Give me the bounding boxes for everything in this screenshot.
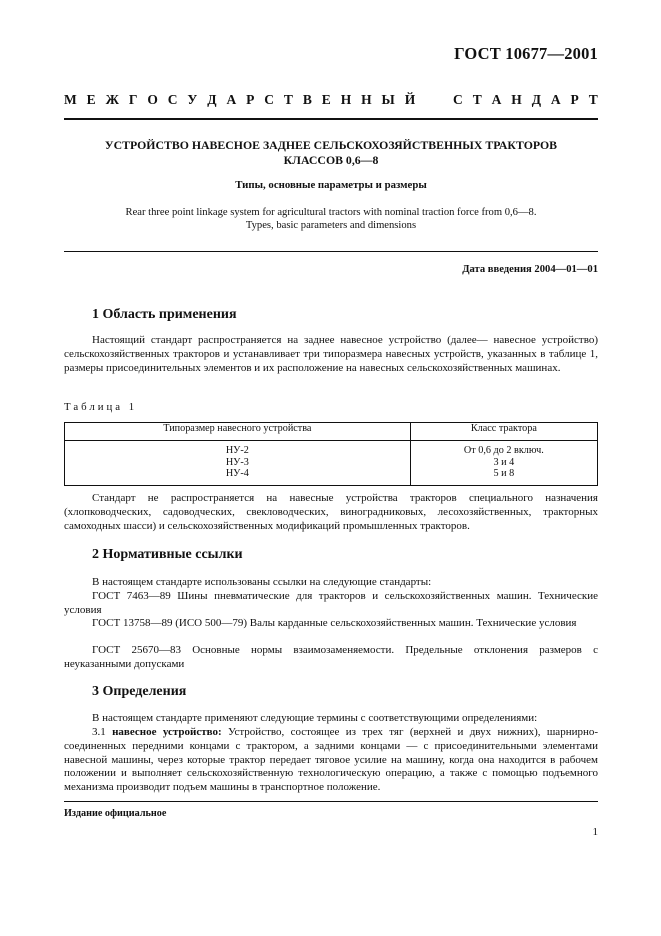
banner-letter: Р bbox=[246, 92, 255, 107]
banner-letter: А bbox=[491, 92, 502, 107]
banner-letter: Д bbox=[207, 92, 217, 107]
banner-letter: С bbox=[167, 92, 178, 107]
table-label: Таблица 1 bbox=[64, 401, 138, 413]
english-title-line-1: Rear three point linkage system for agricultural tractors with nominal traction force from 0,6—8. bbox=[125, 207, 537, 218]
table-cell-classes bbox=[410, 441, 597, 486]
banner-letter: Ы bbox=[381, 92, 395, 107]
section-3-heading: 3 Определения bbox=[92, 684, 187, 699]
banner-letter: Ж bbox=[105, 92, 119, 107]
table-row bbox=[65, 441, 598, 486]
reference-item: ГОСТ 7463—89 Шины пневматические для тракторов и сельскохозяйственных машин. Технические условия bbox=[64, 590, 598, 616]
banner-letter: Н bbox=[511, 92, 522, 107]
section-2-heading: 2 Нормативные ссылки bbox=[92, 547, 243, 562]
table-cell-value: 5 и 8 bbox=[493, 468, 515, 479]
banner-letter: Т bbox=[283, 92, 293, 107]
title-rule bbox=[64, 251, 598, 252]
standard-banner bbox=[64, 92, 598, 108]
banner-letter: Д bbox=[531, 92, 541, 107]
banner-gap bbox=[425, 92, 443, 108]
definition-text: Устройство, состоящее из трех тяг (верхней и двух нижних), шарнирно-соединенных передними концами с трактором, а задними концами — с присоединительными элементами навесной машины, через которые трактор передает тяговое усилие на машину, когда она находится в рабочем положении и выполняет сельскохозяйственную технологическую операцию, а также с помощью подъемного механизма производит подъем машины в транспортное положение. bbox=[64, 726, 599, 794]
banner-letter: У bbox=[187, 92, 198, 107]
section-1-heading: 1 Область применения bbox=[92, 307, 237, 322]
publication-note: Издание официальное bbox=[64, 808, 167, 819]
table-cell-value: НУ-2 bbox=[225, 445, 249, 456]
reference-item: ГОСТ 25670—83 Основные нормы взаимозаменяемости. Предельные отклонения размеров с неуказанными допусками bbox=[64, 644, 598, 670]
section-2-intro: В настоящем стандарте использованы ссылки на следующие стандарты: bbox=[92, 576, 432, 588]
banner-letter: Е bbox=[86, 92, 96, 107]
banner-letter: Т bbox=[472, 92, 482, 107]
top-rule bbox=[64, 118, 598, 120]
page-number: 1 bbox=[592, 826, 598, 838]
reference-item: ГОСТ 13758—89 (ИСО 500—79) Валы карданные сельскохозяйственных машин. Технические условия bbox=[92, 617, 577, 629]
footer-rule bbox=[64, 801, 598, 802]
banner-letter: О bbox=[147, 92, 158, 107]
banner-letter: М bbox=[64, 92, 77, 107]
banner-letter: С bbox=[453, 92, 463, 107]
definition-number: 3.1 bbox=[92, 726, 106, 738]
section-1-exclusions: Стандарт не распространяется на навесные устройства тракторов специального назначения (хлопководческих, садоводческих, свекловодческих, виноградниковых, лесохозяйственных, тракторных самоходных шасси) и сельскохозяйственных модификаций промышленных тракторов. bbox=[64, 492, 598, 532]
section-1-paragraph: Настоящий стандарт распространяется на заднее навесное устройство (далее— навесное устройство) сельскохозяйственных тракторов и устанавливает три типоразмера навесных устройств, указанных в таблице 1, размеры присоединительных элементов и их расположение на навесных сельскохозяйственных машинах. bbox=[64, 334, 598, 374]
banner-letter: С bbox=[264, 92, 275, 107]
banner-letter: В bbox=[302, 92, 312, 107]
banner-letter: А bbox=[550, 92, 561, 107]
table-cell-value: 3 и 4 bbox=[493, 456, 515, 468]
table-header-class: Класс трактора bbox=[410, 423, 597, 441]
banner-letter: Г bbox=[128, 92, 138, 107]
table-header-size: Типоразмер навесного устройства bbox=[65, 423, 411, 441]
banner-letter: Е bbox=[321, 92, 331, 107]
english-title-line-2: Types, basic parameters and dimensions bbox=[245, 220, 417, 231]
banner-letter: Й bbox=[404, 92, 416, 107]
definition-3-1 bbox=[64, 726, 598, 795]
subtitle: Типы, основные параметры и размеры bbox=[235, 179, 427, 191]
banner-letter: Т bbox=[588, 92, 598, 107]
table-cell-value: НУ-4 bbox=[225, 468, 249, 479]
gost-number: ГОСТ 10677—2001 bbox=[454, 44, 598, 63]
banner-letter: Н bbox=[340, 92, 352, 107]
title-line-1: УСТРОЙСТВО НАВЕСНОЕ ЗАДНЕЕ СЕЛЬСКОХОЗЯЙСТВЕННЫХ ТРАКТОРОВ bbox=[104, 138, 558, 152]
section-3-intro: В настоящем стандарте применяют следующие термины с соответствующими определениями: bbox=[92, 712, 538, 724]
table-cell-value: От 0,6 до 2 включ. bbox=[463, 445, 544, 456]
banner-letter: Р bbox=[570, 92, 579, 107]
table-1 bbox=[64, 422, 598, 486]
table-cell-sizes bbox=[65, 441, 411, 486]
banner-letter: Н bbox=[361, 92, 372, 107]
table-cell-value: НУ-3 bbox=[225, 456, 249, 468]
intro-date: Дата введения 2004—01—01 bbox=[462, 264, 598, 275]
banner-letter: А bbox=[226, 92, 237, 107]
definition-term: навесное устройство: bbox=[112, 726, 222, 738]
title-line-2: КЛАССОВ 0,6—8 bbox=[283, 153, 379, 167]
